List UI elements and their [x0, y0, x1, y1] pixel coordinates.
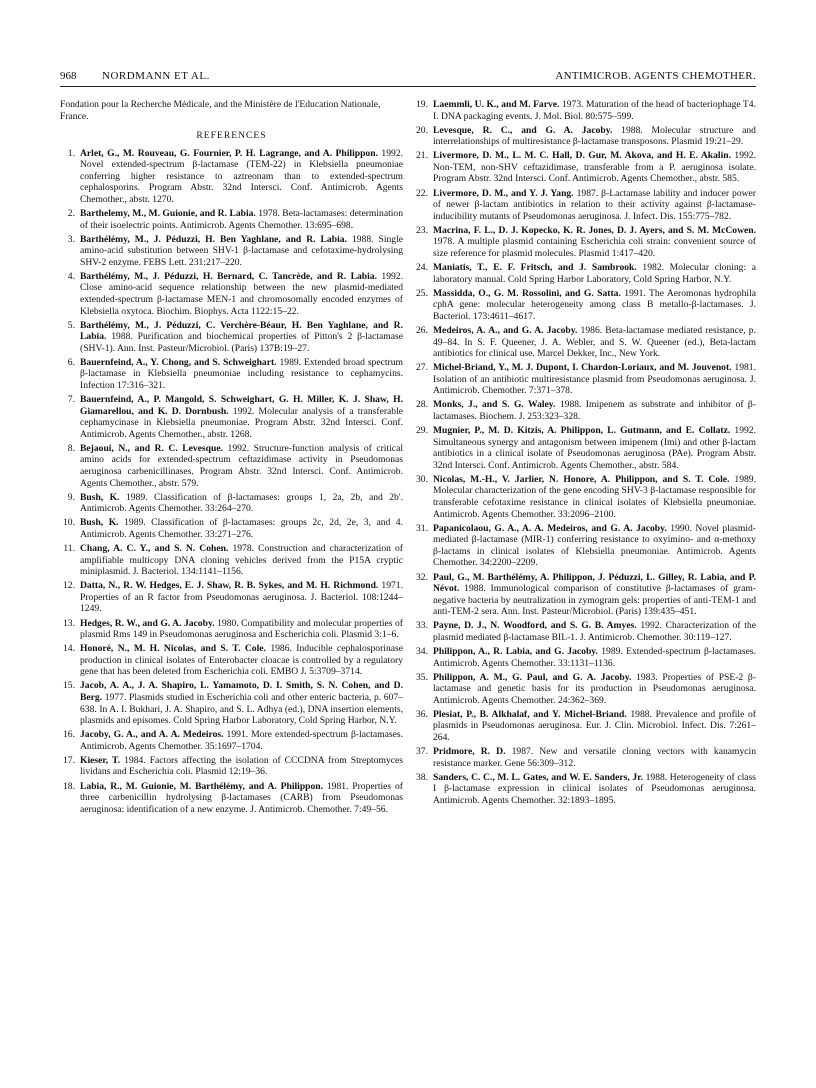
reference-citation: 1980. Compatibility and molecular properties of plasmid Rms 149 in Pseudomonas aeruginosa and Escherichia coli. Plasmid 3:1–6. [80, 617, 403, 641]
reference-authors: Barthélémy, M., J. Péduzzi, H. Ben Yaghlane, and R. Labia. [80, 233, 347, 245]
reference-item [413, 288, 756, 323]
reference-citation: 1991. The Aeromonas hydrophila cphA gene: molecular heterogeneity among class B metallo-β-lactamases. J. Bacteriol. 173:4611–4617. [433, 287, 756, 322]
right-column [413, 99, 756, 809]
reference-citation: 1984. Factors affecting the isolation of CCCDNA from Streptomyces lividans and Escherichia coli. Plasmid 12:19–36. [80, 754, 403, 778]
reference-authors: Bejaoui, N., and R. C. Levesque. [80, 442, 223, 454]
reference-item [413, 362, 756, 397]
reference-item [60, 755, 403, 778]
reference-number: 12. [63, 580, 75, 592]
reference-citation: 1978. Construction and characterization of amplifiable multicopy DNA cloning vehicles derived from the P15A cryptic miniplasmid. J. Bacteriol. 134:1141–1156. [80, 543, 404, 578]
reference-authors: Payne, D. J., N. Woodford, and S. G. B. Amyes. [433, 620, 637, 632]
reference-authors: Barthélémy, M., J. Péduzzi, H. Bernard, C. Tancrède, and R. Labia. [80, 270, 377, 282]
reference-number: 8. [67, 442, 75, 454]
reference-item [60, 618, 403, 641]
reference-authors: Kieser, T. [80, 754, 121, 766]
reference-authors: Chang, A. C. Y., and S. N. Cohen. [80, 543, 229, 555]
reference-number: 1. [67, 147, 75, 159]
reference-authors: Philippon, A., R. Labia, and G. Jacoby. [433, 645, 598, 657]
reference-authors: Medeiros, A. A., and G. A. Jacoby. [433, 325, 578, 336]
reference-number: 7. [67, 394, 75, 406]
reference-authors: Pridmore, R. D. [433, 746, 506, 758]
references-heading: REFERENCES [196, 130, 267, 142]
reference-citation: 1992. Characterization of the plasmid mediated β-lactamase BIL-1. J. Antimicrob. Chemother. 30:119–127. [433, 620, 756, 643]
reference-number: 34. [416, 645, 428, 657]
reference-citation: 1992. Close amino-acid sequence relationship between the new plasmid-mediated extended-spectrum β-lactamase MEN-1 and chromosomally encoded enzymes of Klebsiella oxytoca. Biochim. Biophys. Acta 1122:15–22. [80, 270, 403, 317]
reference-authors: Laemmli, U. K., and M. Farve. [433, 99, 560, 110]
reference-item [60, 443, 403, 489]
reference-number: 21. [416, 150, 428, 162]
reference-number: 29. [416, 425, 428, 437]
reference-number: 9. [67, 491, 75, 503]
reference-number: 28. [416, 399, 428, 411]
reference-citation: 1981. Properties of three carbenicillin hydrolysing β-lactamases (CARB) from Pseudomonas aeruginosa: identification of a new enzyme. J. Antimicrob. Chemother. 7:49–56. [80, 780, 403, 815]
reference-item [413, 746, 756, 769]
reference-item [413, 474, 756, 520]
reference-item [413, 150, 756, 185]
reference-number: 20. [416, 124, 428, 136]
reference-number: 22. [416, 187, 428, 199]
reference-citation: 1988. Heterogeneity of class I β-lactamase expression in clinical isolates of Pseudomonas aeruginosa. Antimicrob. Agents Chemother. 32:1893–1895. [433, 771, 757, 806]
reference-item [60, 680, 403, 726]
reference-item [60, 208, 403, 231]
reference-citation: 1989. Extended broad spectrum β-lactamase in Klebsiella pneumoniae including resistance to cephamycins. Infection 17:316–321. [80, 356, 403, 391]
reference-number: 32. [416, 571, 428, 583]
reference-item [60, 271, 403, 317]
reference-number: 3. [67, 233, 75, 245]
reference-item [413, 523, 756, 569]
reference-item [413, 709, 756, 744]
reference-item [413, 572, 756, 618]
reference-authors: Paul, G., M. Barthélémy, A. Philippon, J. Péduzzi, L. Gilley, R. Labia, and P. Névot. [433, 571, 756, 595]
reference-authors: Papanicolaou, G. A., A. A. Medeiros, and G. A. Jacoby. [433, 522, 667, 534]
reference-list-right [413, 99, 756, 806]
reference-number: 35. [416, 671, 428, 683]
reference-item [60, 517, 403, 540]
reference-number: 36. [416, 708, 428, 720]
reference-citation: 1977. Plasmids studied in Escherichia coli and other enteric bacteria, p. 607–638. In A. I. Bukhari, J. A. Shapiro, and S. L. Adhya (ed.), DNA insertion elements, plasmids and episomes. Cold Spring Harbor Laboratory, Cold Spring Harbor, N.Y. [80, 692, 403, 727]
reference-authors: Bauernfeind, A., P. Mangold, S. Schweighart, G. H. Miller, K. J. Shaw, H. Giamarellou, and K. D. Dornbush. [80, 394, 403, 417]
reference-citation: 1978. A multiple plasmid containing Escherichia coli strain: convenient source of size reference for plasmid molecules. Plasmid 1:417–420. [433, 236, 756, 259]
reference-number: 5. [67, 319, 75, 331]
reference-citation: 1990. Novel plasmid-mediated β-lactamase (MIR-1) conferring resistance to oxyimino- and α-methoxy β-lactams in clinical isolates of Klebsiella pneumoniae. Antimicrob. Agents Chemother. 34:2200–2209. [433, 522, 756, 569]
reference-citation: 1992. Molecular analysis of a transferable cephamycinase in Klebsiella pneumoniae. Program Abstr. 32nd Intersci. Conf. Antimicrob. Agents Chemother., abstr. 1268. [80, 405, 403, 440]
reference-number: 30. [416, 473, 428, 485]
reference-item [413, 325, 756, 360]
reference-item [60, 148, 403, 206]
reference-number: 15. [63, 680, 75, 692]
reference-citation: 1986. Inducible cephalosporinase production in clinical isolates of Enterobacter cloacae is controlled by a regulatory gene that has been deleted from Escherichia coli. EMBO J. 5:3709–3714. [80, 643, 403, 678]
reference-item [60, 394, 403, 440]
header-rule [60, 86, 756, 87]
journal-name: ANTIMICROB. AGENTS CHEMOTHER. [555, 70, 756, 82]
reference-item [60, 543, 403, 578]
reference-item [413, 772, 756, 807]
reference-item [413, 672, 756, 707]
reference-citation: 1988. Immunological comparison of constitutive β-lactamases of gram-negative bacteria by neutralization in zymogram gels: properties of anti-TEM-1 and anti-TEM-2 sera. Ann. Inst. Pasteur/Microbiol. (Paris) 139:435–451. [433, 583, 756, 618]
reference-citation: 1988. Imipenem as substrate and inhibitor of β-lactamases. Biochem. J. 253:323–328. [433, 399, 756, 423]
reference-number: 4. [67, 270, 75, 282]
reference-authors: Labia, R., M. Guionie, M. Barthélémy, and A. Philippon. [80, 780, 324, 792]
reference-authors: Mugnier, P., M. D. Kitzis, A. Philippon, L. Gutmann, and E. Collatz. [433, 425, 731, 437]
reference-number: 31. [416, 522, 428, 534]
reference-item [60, 492, 403, 515]
reference-number: 23. [416, 224, 428, 236]
reference-authors: Macrina, F. L., D. J. Kopecko, K. R. Jones, D. J. Ayers, and S. M. McCowen. [433, 224, 756, 236]
reference-authors: Hedges, R. W., and G. A. Jacoby. [80, 617, 215, 629]
reference-citation: 1987. β-Lactamase lability and inducer power of newer β-lactam antibiotics in relation to their activity against β-lactamase-inducibility mutants of Pseudomonas aeruginosa. J. Infect. Dis. 155:775–782. [433, 187, 756, 222]
reference-number: 37. [416, 746, 428, 758]
reference-citation: 1989. Classification of β-lactamases: groups 1, 2a, 2b, and 2b'. Antimicrob. Agents Chemother. 33:264–270. [80, 491, 403, 515]
reference-citation: 1991. More extended-spectrum β-lactamases. Antimicrob. Agents Chemother. 35:1697–1704. [80, 729, 404, 752]
reference-citation: 1992. Non-TEM, non-SHV ceftazidimase, transferable from a P. aeruginosa isolate. Program Abstr. 32nd Intersci. Conf. Antimicrob. Agents Chemother., abstr. 585. [433, 150, 756, 185]
reference-number: 19. [416, 99, 428, 110]
page-number: 968 [60, 70, 77, 82]
reference-item [60, 781, 403, 816]
reference-authors: Barthélémy, M., J. Péduzzi, C. Verchère-Béaur, H. Ben Yaghlane, and R. Labia. [80, 319, 403, 343]
reference-authors: Arlet, G., M. Rouveau, G. Fournier, P. H. Lagrange, and A. Philippon. [80, 147, 378, 159]
reference-authors: Livermore, D. M., and Y. J. Yang. [433, 187, 574, 199]
left-column [60, 99, 403, 818]
reference-authors: Sanders, C. C., M. L. Gates, and W. E. Sanders, Jr. [433, 771, 643, 783]
reference-citation: 1983. Properties of PSE-2 β-lactamase and genetic basis for its production in Pseudomonas aeruginosa. Antimicrob. Agents Chemother. 24:362–369. [433, 671, 757, 706]
reference-authors: Bush, K. [80, 491, 120, 503]
reference-item [60, 357, 403, 392]
reference-number: 11. [63, 543, 75, 555]
reference-citation: 1992. Structure-function analysis of critical amino acids for extended-spectrum ceftazidimase activity in Pseudomonas aeruginosa carbenicillinases. Program Abstr. 32nd Intersci. Conf. Antimicrob. Agents Chemother., abstr. 579. [80, 442, 403, 489]
reference-citation: 1992. Simultaneous synergy and antagonism between imipenem (Imi) and other β-lactam antibiotics in a clinical isolate of Pseudomonas aeruginosa (PAe). Program Abstr. 32nd Intersci. Conf. Antimicrob. Agents Chemother., abstr. 584. [433, 425, 756, 471]
reference-item [60, 643, 403, 678]
reference-authors: Bush, K. [80, 517, 119, 529]
reference-authors: Bauernfeind, A., Y. Chong, and S. Schweighart. [80, 356, 277, 368]
reference-number: 26. [416, 325, 428, 336]
reference-item [413, 425, 756, 471]
reference-authors: Jacob, A. A., J. A. Shapiro, L. Yamamoto, D. I. Smith, S. N. Cohen, and D. Berg. [80, 680, 403, 704]
acknowledgment-text: Fondation pour la Recherche Médicale, and the Ministère de l'Education Nationale, France. [60, 99, 381, 122]
reference-authors: Nicolas, M.-H., V. Jarlier, N. Honore, A. Philippon, and S. T. Cole. [433, 473, 730, 485]
reference-number: 14. [63, 643, 75, 655]
reference-citation: 1988. Prevalence and profile of plasmids in Pseudomonas aeruginosa. Eur. J. Clin. Microbiol. Infect. Dis. 7:261–264. [433, 708, 756, 743]
reference-authors: Philippon, A. M., G. Paul, and G. A. Jacoby. [433, 671, 632, 683]
reference-citation: 1987. New and versatile cloning vectors with kanamycin resistance marker. Gene 56:309–312. [433, 746, 756, 769]
reference-item [60, 320, 403, 355]
reference-number: 24. [416, 262, 428, 274]
reference-citation: 1989. Classification of β-lactamases: groups 2c, 2d, 2e, 3, and 4. Antimicrob. Agents Chemother. 33:271–276. [80, 517, 404, 540]
reference-number: 13. [63, 617, 75, 629]
reference-item [413, 225, 756, 260]
reference-item [413, 188, 756, 223]
reference-citation: 1988. Single amino-acid substitution between SHV-1 β-lactamase and cefotaxime-hydrolysing SHV-2 enzyme. FEBS Lett. 231:217–220. [80, 233, 403, 268]
reference-item [413, 646, 756, 669]
reference-authors: Massidda, O., G. M. Rossolini, and G. Satta. [433, 287, 621, 299]
reference-number: 17. [63, 754, 75, 766]
reference-authors: Honoré, N., M. H. Nicolas, and S. T. Cole. [80, 643, 266, 655]
reference-authors: Levesque, R. C., and G. A. Jacoby. [433, 124, 613, 136]
reference-authors: Michel-Briand, Y., M. J. Dupont, I. Chardon-Loriaux, and M. Jouvenot. [433, 362, 732, 374]
reference-item [60, 729, 403, 752]
reference-citation: 1982. Molecular cloning: a laboratory manual. Cold Spring Harbor Laboratory, Cold Spring Harbor, N.Y. [433, 262, 757, 285]
reference-number: 2. [67, 207, 75, 219]
reference-number: 33. [416, 620, 428, 632]
reference-citation: 1971. Properties of an R factor from Pseudomonas aeruginosa. J. Bacteriol. 108:1244–1249. [80, 580, 403, 615]
reference-item [413, 99, 756, 122]
reference-number: 18. [63, 780, 75, 792]
reference-authors: Maniatis, T., E. F. Fritsch, and J. Sambrook. [433, 262, 637, 274]
reference-number: 10. [63, 517, 75, 529]
reference-item [60, 580, 403, 615]
reference-number: 6. [67, 356, 75, 368]
reference-citation: 1989. Extended-spectrum β-lactamases. Antimicrob. Agents Chemother. 33:1131–1136. [433, 645, 756, 669]
reference-authors: Livermore, D. M., L. M. C. Hall, D. Gur, M. Akova, and H. E. Akalin. [433, 150, 731, 162]
reference-item [413, 620, 756, 643]
reference-number: 25. [416, 287, 428, 299]
reference-authors: Jacoby, G. A., and A. A. Medeiros. [80, 729, 224, 741]
reference-list-left [60, 148, 403, 816]
reference-citation: 1973. Maturation of the head of bacteriophage T4. I. DNA packaging events. J. Mol. Biol. 80:575–599. [433, 99, 756, 122]
reference-item [413, 399, 756, 422]
reference-citation: 1992. Novel extended-spectrum β-lactamase (TEM-22) in Klebsiella pneumoniae conferring higher resistance to aztreonam than to extended-spectrum cephalosporins. Program Abstr. 32nd Intersci. Conf. Antimicrob. Agents Chemother., abstr. 1270. [80, 147, 404, 205]
reference-number: 27. [416, 362, 428, 374]
reference-item [413, 262, 756, 285]
reference-number: 16. [63, 729, 75, 741]
reference-number: 38. [416, 771, 428, 783]
reference-citation: 1988. Purification and biochemical properties of Pitton's 2 β-lactamase (SHV-1). Ann. Inst. Pasteur/Microbiol. (Paris) 137B:19–27. [80, 331, 403, 354]
reference-item [413, 125, 756, 148]
running-authors: NORDMANN ET AL. [102, 70, 210, 82]
reference-authors: Monks, J., and S. G. Waley. [433, 399, 556, 411]
reference-citation: 1986. Beta-lactamase mediated resistance, p. 49–84. In S. F. Queener, J. A. Webler, and S. W. Queener (ed.), Beta-lactam antibiotics for clinical use. Marcel Dekker, Inc., New York. [433, 325, 756, 360]
reference-authors: Datta, N., R. W. Hedges, E. J. Shaw, R. B. Sykes, and M. H. Richmond. [80, 580, 379, 592]
reference-authors: Barthelemy, M., M. Guionie, and R. Labia. [80, 207, 256, 219]
reference-item [60, 234, 403, 269]
reference-citation: 1978. Beta-lactamases: determination of their isoelectric points. Antimicrob. Agents Chemother. 13:695–698. [80, 207, 404, 231]
reference-citation: 1989. Molecular characterization of the gene encoding SHV-3 β-lactamase responsible for transferable cefotaxime resistance in clinical isolates of Klebsiella pneumoniae. Antimicrob. Agents Chemother. 33:2096–2100. [433, 473, 756, 520]
reference-citation: 1981. Isolation of an antibiotic multiresistance plasmid from Pseudomonas aeruginosa. J. Antimicrob. Chemother. 7:371–378. [433, 362, 756, 397]
reference-citation: 1988. Molecular structure and interrelationships of multiresistance β-lactamase transposons. Plasmid 19:21–29. [433, 124, 756, 148]
reference-authors: Plesiat, P., B. Alkhalaf, and Y. Michel-Briand. [433, 708, 627, 720]
